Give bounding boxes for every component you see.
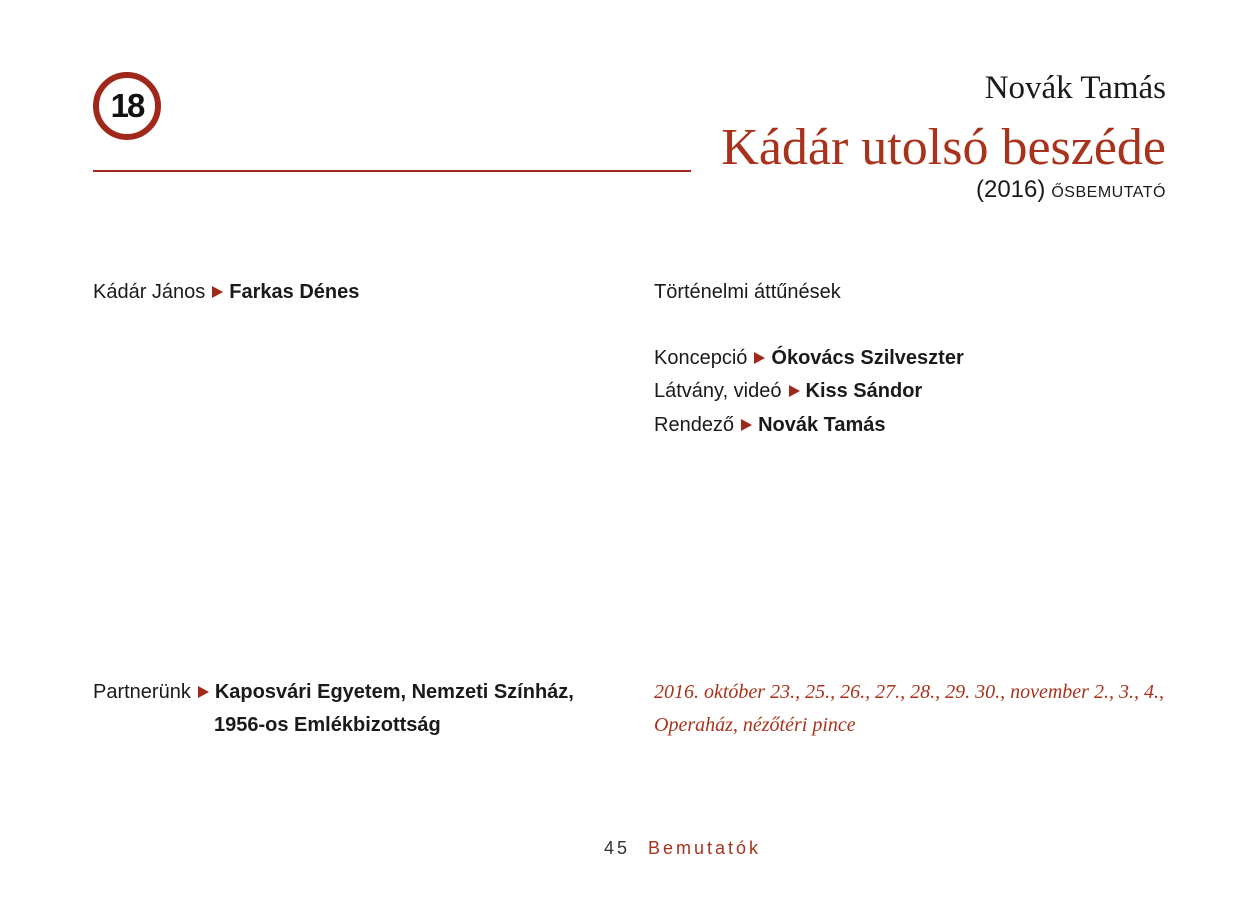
premiere-tag: ŐSBEMUTATÓ bbox=[1051, 184, 1166, 201]
page-title: Kádár utolsó beszéde bbox=[721, 119, 1166, 176]
credit-name: Kiss Sándor bbox=[805, 380, 923, 402]
page-number: 45 bbox=[604, 838, 631, 858]
credit-name: Novák Tamás bbox=[758, 414, 886, 436]
title-rule bbox=[93, 170, 691, 172]
title-subline bbox=[976, 176, 1166, 204]
partners-list: Kaposvári Egyetem, Nemzeti Színház, bbox=[214, 681, 574, 703]
partners-line-2 bbox=[214, 714, 441, 737]
arrow-icon bbox=[789, 385, 800, 397]
partners-line bbox=[93, 681, 574, 704]
partners-label: Partnerünk bbox=[93, 681, 191, 703]
arrow-icon bbox=[212, 286, 223, 298]
cast-name: Farkas Dénes bbox=[229, 281, 360, 303]
partners-list-continued: 1956-os Emlékbizottság bbox=[214, 714, 441, 736]
age-rating-number: 18 bbox=[110, 87, 144, 124]
credit-item bbox=[654, 347, 964, 370]
credit-item bbox=[654, 380, 922, 403]
author-name: Novák Tamás bbox=[984, 70, 1166, 106]
performance-dates: 2016. október 23., 25., 26., 27., 28., 29. 30., november 2., 3., 4., bbox=[654, 681, 1164, 703]
premiere-year: (2016) bbox=[975, 176, 1046, 203]
arrow-icon bbox=[198, 686, 209, 698]
credit-role: Látvány, videó bbox=[654, 380, 782, 402]
credit-item bbox=[654, 414, 886, 437]
age-rating-badge bbox=[93, 72, 161, 140]
performance-venue: Operaház, nézőtéri pince bbox=[654, 714, 856, 736]
arrow-icon bbox=[754, 352, 765, 364]
credit-role: Koncepció bbox=[654, 347, 748, 369]
cast-role: Kádár János bbox=[93, 281, 206, 303]
production-subtitle: Történelmi áttűnések bbox=[654, 281, 841, 303]
cast-item bbox=[93, 281, 359, 304]
credit-role: Rendező bbox=[654, 414, 735, 436]
section-name: Bemutatók bbox=[648, 838, 762, 858]
arrow-icon bbox=[741, 419, 752, 431]
credit-name: Ókovács Szilveszter bbox=[771, 347, 964, 369]
